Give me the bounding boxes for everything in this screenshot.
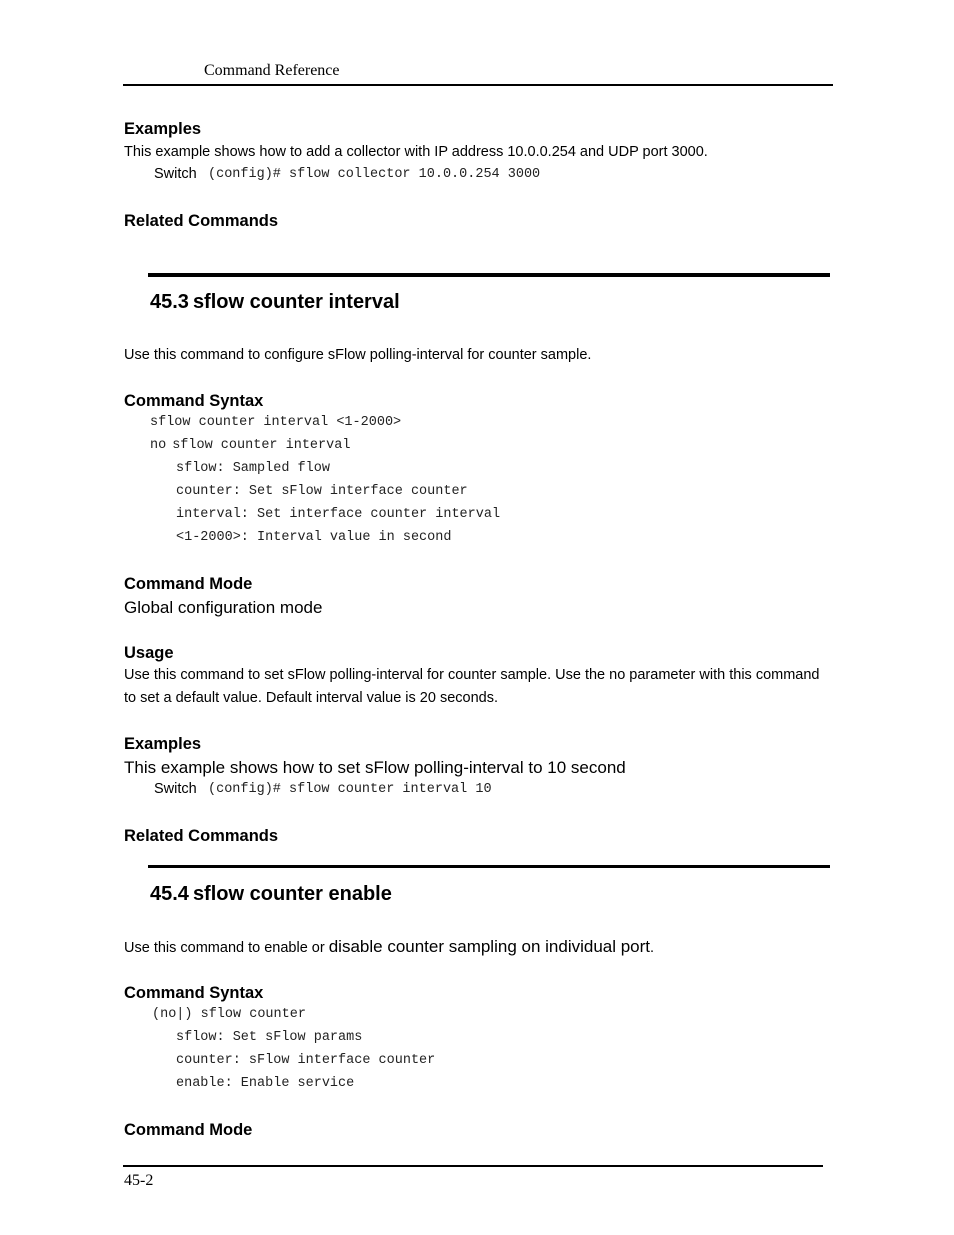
examples-heading-prev: Examples [124, 120, 202, 138]
section-title-text: sflow counter enable [192, 883, 392, 905]
command-mode-heading: Command Mode [124, 575, 253, 593]
intro-part: Use this command to enable or [124, 940, 329, 956]
example-command: (config)# sflow counter interval 10 [208, 782, 492, 797]
example-prompt-prev: Switch [154, 166, 197, 182]
section-intro-45-4 [124, 937, 654, 957]
usage-text-line: to set a default value. Default interval value is 20 seconds. [124, 690, 498, 706]
section-rule-45-3 [148, 273, 830, 277]
example-command-prev: (config)# sflow collector 10.0.0.254 3000 [208, 167, 541, 182]
section-title-text: sflow counter interval [192, 291, 400, 313]
command-syntax-heading: Command Syntax [124, 392, 264, 410]
related-commands-heading: Related Commands [124, 827, 279, 845]
section-number: 45.4 [150, 883, 189, 905]
command-syntax-heading: Command Syntax [124, 984, 264, 1002]
usage-text-line: Use this command to set sFlow polling-interval for counter sample. Use the no parameter with this command [124, 667, 820, 683]
section-intro-45-3: Use this command to configure sFlow polling-interval for counter sample. [124, 347, 592, 363]
examples-heading: Examples [124, 735, 202, 753]
examples-text-prev: This example shows how to add a collector with IP address 10.0.0.254 and UDP port 3000. [124, 144, 708, 160]
usage-heading: Usage [124, 644, 174, 662]
param-line: sflow: Set sFlow params [176, 1030, 363, 1045]
example-prompt: Switch [154, 781, 197, 797]
examples-text: This example shows how to set sFlow polling-interval to 10 second [124, 758, 626, 777]
intro-part: . [650, 940, 655, 956]
param-line: sflow: Sampled flow [176, 461, 330, 476]
syntax-line-no [150, 438, 350, 453]
command-mode-heading: Command Mode [124, 1121, 253, 1139]
param-line: counter: sFlow interface counter [176, 1053, 436, 1068]
syntax-no-prefix: no [150, 438, 167, 453]
section-number: 45.3 [150, 291, 189, 313]
section-title-45-4 [150, 883, 392, 906]
param-line: enable: Enable service [176, 1076, 355, 1091]
command-mode-text: Global configuration mode [124, 598, 323, 617]
param-line: interval: Set interface counter interval [176, 507, 501, 522]
intro-part: disable counter sampling on individual port [328, 937, 651, 956]
header-rule [123, 84, 833, 86]
syntax-no-command: sflow counter interval [172, 438, 351, 453]
related-commands-heading-prev: Related Commands [124, 212, 279, 230]
section-rule-45-4 [148, 865, 830, 868]
param-line: <1-2000>: Interval value in second [176, 530, 452, 545]
syntax-line: sflow counter interval <1-2000> [150, 415, 402, 430]
syntax-line: (no|) sflow counter [152, 1007, 306, 1022]
running-header: Command Reference [204, 62, 340, 79]
page-number: 45-2 [124, 1172, 154, 1189]
param-line: counter: Set sFlow interface counter [176, 484, 468, 499]
footer-rule [123, 1165, 823, 1167]
section-title-45-3 [150, 291, 400, 314]
